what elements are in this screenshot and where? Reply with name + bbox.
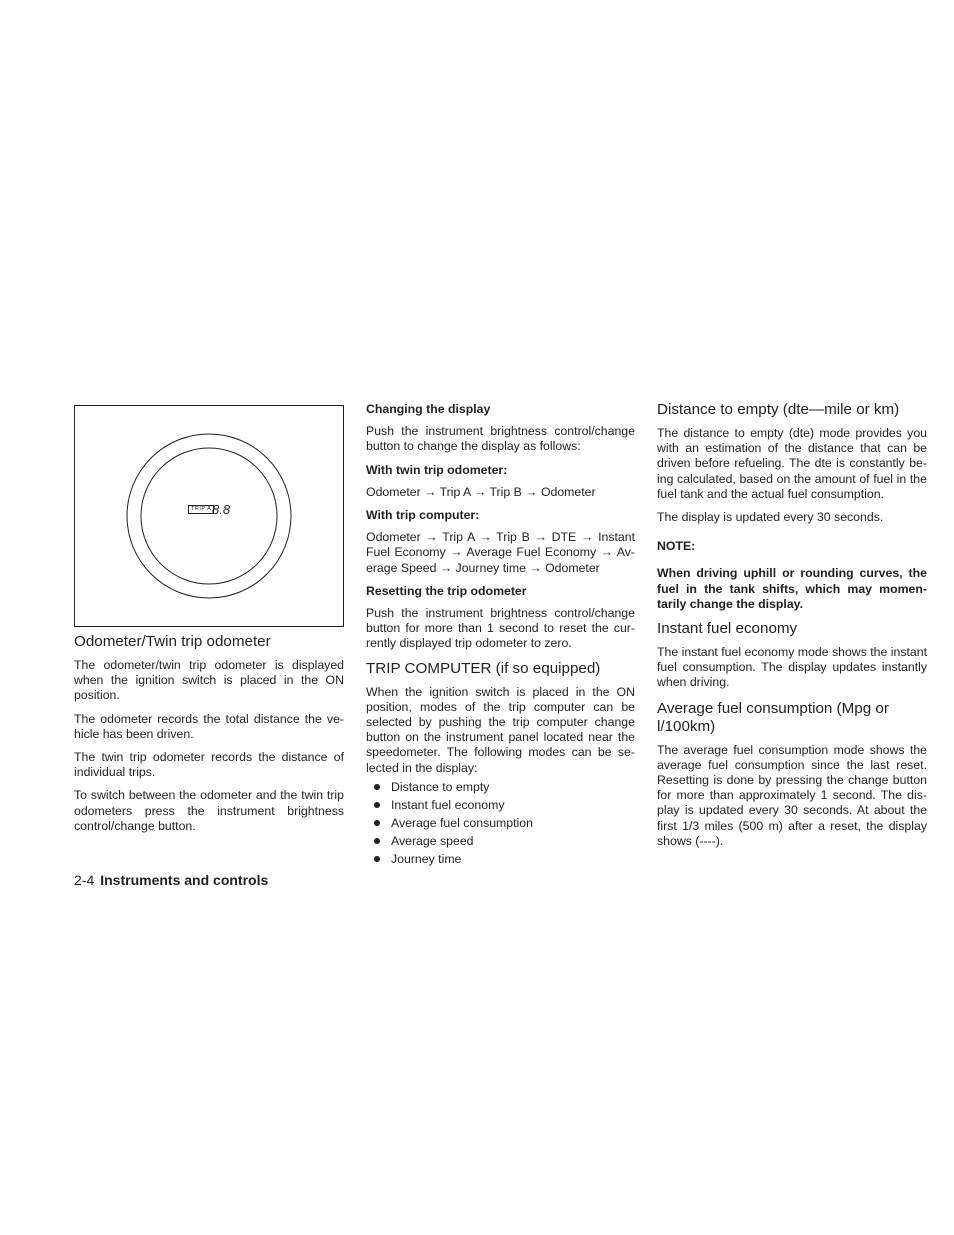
list-item-label: Average fuel consumption [391, 815, 533, 830]
note-label: NOTE: [657, 539, 696, 554]
list-item [366, 814, 635, 832]
column-2 [366, 402, 635, 868]
resetting-text: Push the instrument brightness control/change button for more than 1 second to reset the cur-rently displayed trip odometer to zero. [366, 606, 635, 651]
trip-computer-subheading: With trip computer: [366, 508, 480, 523]
list-item [366, 850, 635, 868]
trip-a-label: TRIP A [188, 505, 214, 514]
changing-display-text: Push the instrument brightness control/change button to change the display as follows: [366, 424, 635, 454]
column-1 [74, 405, 344, 842]
dte-update-text: The display is updated every 30 seconds. [657, 510, 884, 525]
paragraph: The odometer/twin trip odometer is displayed when the ignition switch is placed in the ON position. [74, 658, 344, 703]
bullet-icon [374, 802, 380, 808]
modes-list [366, 778, 635, 868]
twin-trip-sequence: Odometer → Trip A → Trip B → Odometer [366, 484, 596, 499]
paragraph: The odometer records the total distance the ve-hicle has been driven. [74, 711, 344, 741]
paragraph: To switch between the odometer and the twin trip odometers press the instrument brightness control/change button. [74, 788, 344, 833]
list-item-label: Distance to empty [391, 779, 490, 794]
paragraph: The twin trip odometer records the distance of individual trips. [74, 750, 344, 780]
instant-fuel-text: The instant fuel economy mode shows the instant fuel consumption. The display updates instantly when driving. [657, 645, 927, 690]
odometer-heading: Odometer/Twin trip odometer [74, 633, 271, 650]
column-3 [657, 401, 927, 857]
changing-display-heading: Changing the display [366, 402, 491, 416]
list-item [366, 832, 635, 850]
instant-fuel-heading: Instant fuel economy [657, 620, 798, 638]
trip-digits: 8.8 [212, 502, 231, 517]
section-title: Instruments and controls [100, 872, 269, 888]
dte-heading: Distance to empty (dte—mile or km) [657, 401, 900, 418]
trip-computer-text: When the ignition switch is placed in the ON position, modes of the trip computer can be selected by pushing the trip computer change button on the instrument panel located near the speedometer. The following modes can be se-lected in the display: [366, 684, 635, 775]
list-item [366, 778, 635, 796]
list-item-label: Journey time [391, 851, 462, 866]
bullet-icon [374, 856, 380, 862]
bullet-icon [374, 838, 380, 844]
gauge-illustration [75, 406, 343, 626]
page-footer [74, 872, 268, 889]
list-item-label: Average speed [391, 833, 474, 848]
dte-text: The distance to empty (dte) mode provides you with an estimation of the distance that can be driven before refueling. The dte is constantly be-ing calculated, based on the amount of fuel in the fuel tank and the actual fuel consumption. [657, 426, 927, 501]
note-text: When driving uphill or rounding curves, the fuel in the tank shifts, which may momen-tarily change the display. [657, 566, 927, 611]
bullet-icon [374, 784, 380, 790]
bullet-icon [374, 820, 380, 826]
list-item [366, 796, 635, 814]
avg-fuel-heading: Average fuel consumption (Mpg or l/100km) [657, 699, 889, 735]
trip-computer-heading: TRIP COMPUTER (if so equipped) [366, 659, 601, 677]
trip-computer-sequence: Odometer → Trip A → Trip B → DTE → Instant Fuel Economy → Average Fuel Economy → Av-erage Speed → Journey time → Odometer [366, 530, 635, 575]
twin-trip-heading: With twin trip odometer: [366, 462, 508, 477]
avg-fuel-text: The average fuel consumption mode shows the average fuel consumption since the last reset. Resetting is done by pressing the change button for more than approximately 1 second. The dis-play is updated every 30 seconds. At about the first 1/3 miles (500 m) after a reset, the display shows (----). [657, 742, 927, 848]
list-item-label: Instant fuel economy [391, 797, 505, 812]
odometer-figure [74, 405, 344, 627]
page-number: 2-4 [74, 872, 95, 888]
resetting-heading: Resetting the trip odometer [366, 583, 527, 598]
